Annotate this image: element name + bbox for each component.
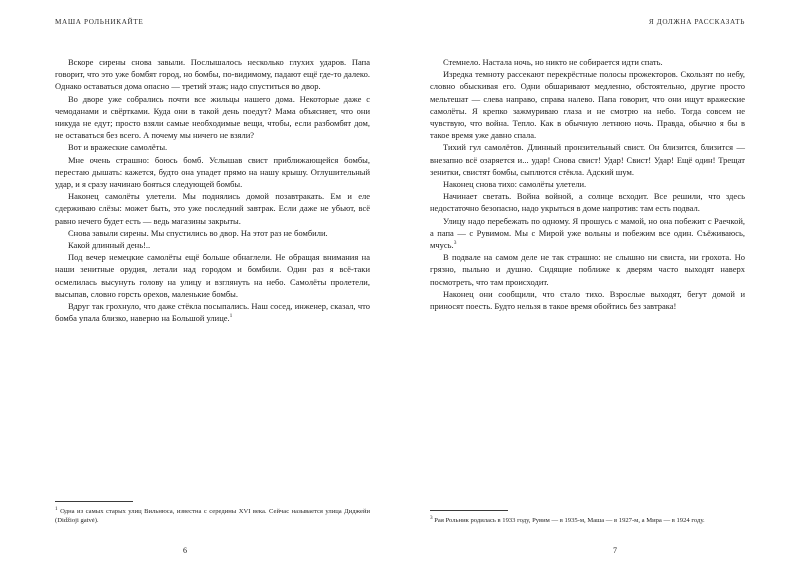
paragraph: Наконец они сообщили, что стало тихо. Взрослые выходят, бегут домой и приносят поесть. Будто нельзя в такое время обойтись без завтрака!: [430, 288, 745, 312]
paragraph: Какой длинный день!..: [68, 240, 151, 251]
footnote-separator-rule: [55, 501, 133, 502]
footnote-body: Рая Рольник родилась в 1933 году, Рувим — в 1935-м, Маша — в 1927-м, а Мира — в 1924 году.: [434, 516, 705, 524]
right-footnote-block: [430, 510, 745, 525]
paragraph: Наконец снова тихо: самолёты улетели.: [443, 179, 587, 190]
paragraph: Под вечер немецкие самолёты ещё больше обнаглели. Не обращая внимания на наши зенитные орудия, летали над городом и бомбили. Один раз я всё-таки осмелилась высунуть голову на улицу и взглянуть на небо. Самолёты пролетели, высыпав, словно горсть орехов, маленькие бомбы.: [55, 252, 370, 299]
paragraph: Во дворе уже собрались почти все жильцы нашего дома. Некоторые даже с чемоданами и свёртками. Куда они в такой день поедут? Мама объясняет, что они никуда не едут; просто взяли самые необходимые вещи, чтобы, если разбомбят дом, не оставаться без всего. А почему мы ничего не взяли?: [55, 93, 370, 141]
paragraph-with-footnote-ref: [430, 215, 745, 252]
footnote-number: 1: [55, 505, 58, 512]
paragraph: Вскоре сирены снова завыли. Послышалось несколько глухих ударов. Папа говорит, что это уже бомбят город, но бомбы, по-видимому, падают ещё где-то далеко. Однако оставаться дома опасно — третий этаж; надо спуститься во двор.: [55, 57, 370, 92]
paragraph-with-footnote-ref: [55, 300, 370, 324]
paragraph-text: Вдруг так грохнуло, что даже стёкла посыпались. Наш сосед, инженер, сказал, что бомба упала близко, наверно на Большой улице.: [55, 301, 370, 324]
paragraph: Изредка темноту рассекают перекрёстные полосы прожекторов. Скользят по небу, словно обыскивая его. Одни обшаривают медленно, обстоятельно, другие просто мельтешат — слева направо, справа налево. Папа говорит, что они ищут вражеские самолёты. Я крепко зажмуриваю глаза и не смотрю на небо. Тогда совсем не чувствую, что война. Тепло. Как в обычную летнюю ночь. Правда, обычно я бы в такое время уже давно спала.: [430, 69, 745, 141]
paragraph: Снова завыли сирены. Мы спустились во двор. На этот раз не бомбили.: [68, 227, 328, 238]
paragraph: Тихий гул самолётов. Длинный пронзительный свист. Он близится, близится — внезапно всё озаряется и... удар! Снова свист! Удар! Свист! Удар! Ещё один! Трещат зенитки, свистят бомбы, сыплются стёкла. Адский шум.: [430, 142, 745, 177]
paragraph: Стемнело. Настала ночь, но никто не собирается идти спать.: [443, 57, 663, 67]
paragraph: Вот и вражеские самолёты.: [68, 142, 168, 153]
paragraph: В подвале на самом деле не так страшно: не слышно ни свиста, ни грохота. Но грязно, пыльно и душно. Сидящие поближе к дверям часто выходят наверх посмотреть, что там происходит.: [430, 252, 745, 287]
footnote-separator-rule: [430, 510, 508, 511]
running-head-right: Я ДОЛЖНА РАССКАЗАТЬ: [648, 18, 745, 26]
right-page: [400, 0, 800, 571]
footnote-reference: 1: [229, 313, 233, 320]
paragraph: Начинает светать. Война войной, а солнце всходит. Все решили, что здесь недостаточно безопасно, надо укрыться в доме напротив: там есть подвал.: [430, 191, 745, 214]
left-page-body: [55, 56, 370, 324]
running-head-left: МАША РОЛЬНИКАЙТЕ: [55, 18, 144, 26]
footnote-body: Одна из самых старых улиц Вильнюса, известна с середины XVI века. Сейчас называется улица Диджейи (Didžioji gatvė).: [55, 507, 370, 524]
right-page-body: [430, 56, 745, 312]
paragraph-text: Улицу надо перебежать по одному. Я прошусь с мамой, но она побежит с Раечкой, а папа — с Рувимом. Мы с Мирой уже вольны и побежим все один. Съёживаюсь, мчусь.: [430, 215, 745, 251]
page-number-right: 7: [613, 546, 617, 555]
left-footnote-block: [55, 501, 370, 525]
footnote-number: 3: [430, 514, 433, 521]
paragraph: Наконец самолёты улетели. Мы поднялись домой позавтракать. Ем и еле сдерживаю слёзы: может быть, это уже последний завтрак. Если даже не убьют, всё равно нечего будет есть — ведь магазины закрыты.: [55, 191, 370, 226]
paragraph: Мне очень страшно: боюсь бомб. Услышав свист приближающейся бомбы, перестаю дышать: кажется, будто она упадет прямо на нашу крышу. Оглушительный удар, и я сразу начинаю бояться следующей бомбы.: [55, 154, 370, 190]
left-footnote-text: [55, 507, 370, 525]
footnote-reference: 3: [453, 240, 457, 247]
page-number-left: 6: [183, 546, 187, 555]
right-footnote-text: [430, 516, 745, 525]
